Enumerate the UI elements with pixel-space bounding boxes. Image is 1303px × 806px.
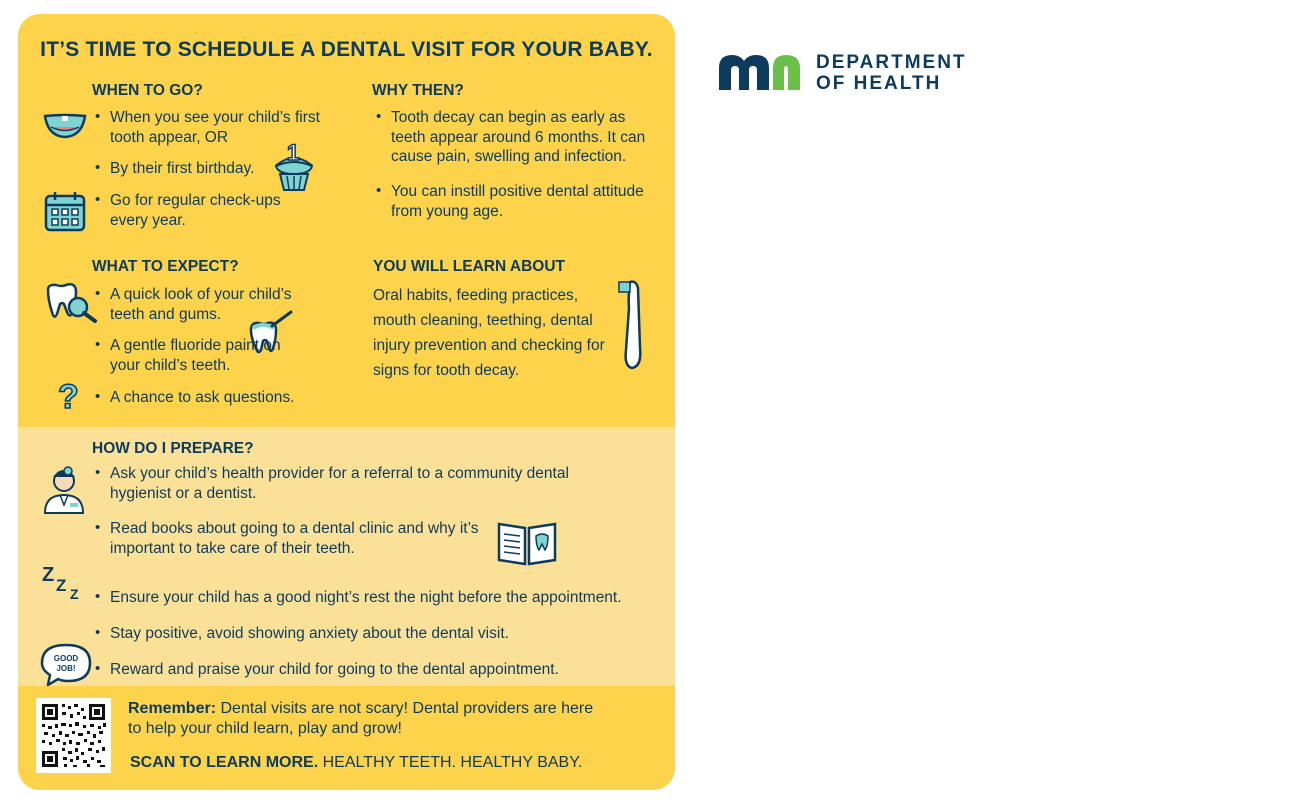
- sleep-zzz-icon: [42, 561, 86, 601]
- when-item: • By their first birthday.: [95, 159, 255, 177]
- calendar-icon: [44, 190, 86, 232]
- scan-line: [130, 753, 650, 773]
- qr-code-icon[interactable]: [36, 698, 111, 773]
- when-item: • Go for regular check-ups every year.: [95, 191, 281, 229]
- dentist-icon: [42, 461, 86, 515]
- prepare-item: • Ask your child’s health provider for a referral to a community dental hygienist or a dentist.: [95, 464, 569, 502]
- card-title: IT’S TIME TO SCHEDULE A DENTAL VISIT FOR YOUR BABY.: [40, 38, 653, 61]
- baby-mouth-icon: [42, 112, 88, 140]
- prepare-section: [18, 427, 675, 686]
- prepare-item: • Reward and praise your child for going to the dental appointment.: [95, 660, 559, 678]
- logo-line-2: OF HEALTH: [816, 73, 942, 94]
- prepare-item: • Stay positive, avoid showing anxiety about the dental visit.: [95, 624, 509, 642]
- tooth-magnifier-icon: [44, 282, 100, 324]
- prepare-heading: HOW DO I PREPARE?: [92, 440, 254, 457]
- dental-visit-card: [18, 14, 675, 790]
- when-heading: WHEN TO GO?: [92, 82, 203, 99]
- toothbrush-icon: [616, 278, 650, 372]
- expect-heading: WHAT TO EXPECT?: [92, 258, 239, 275]
- question-mark-icon: [56, 378, 82, 416]
- learn-heading: YOU WILL LEARN ABOUT: [373, 258, 566, 275]
- expect-item: • A chance to ask questions.: [95, 388, 295, 406]
- learn-text: Oral habits, feeding practices, mouth cleaning, teething, dental injury prevention and checking for signs for tooth decay.: [373, 287, 605, 379]
- mn-logo-icon: [716, 52, 806, 92]
- svg-text:JOB!: JOB!: [56, 664, 76, 673]
- why-item: • You can instill positive dental attitude from young age.: [376, 182, 644, 220]
- why-item: • Tooth decay can begin as early as teeth appear around 6 months. It can cause pain, swelling and infection.: [376, 108, 646, 165]
- remember-text: Remember: Dental visits are not scary! Dental providers are here to help your child learn, play and grow!: [128, 700, 594, 737]
- expect-item: • A gentle fluoride paint on your child’s teeth.: [95, 336, 281, 374]
- expect-item: • A quick look of your child’s teeth and gums.: [95, 285, 292, 323]
- why-heading: WHY THEN?: [372, 82, 464, 99]
- svg-text:Z: Z: [70, 586, 79, 601]
- remember-label: Remember:: [128, 700, 217, 717]
- logo-line-1: DEPARTMENT: [816, 52, 967, 73]
- candle-number: 1: [287, 140, 300, 165]
- prepare-item: • Read books about going to a dental clinic and why it’s important to take care of their teeth.: [95, 519, 479, 557]
- svg-text:?: ?: [58, 378, 79, 416]
- when-item: • When you see your child’s first tooth appear, OR: [95, 108, 320, 146]
- svg-text:GOOD: GOOD: [53, 654, 79, 663]
- svg-text:Z: Z: [42, 564, 55, 586]
- svg-text:Z: Z: [56, 576, 67, 595]
- birthday-cupcake-icon: [272, 132, 316, 192]
- prepare-item: • Ensure your child has a good night’s rest the night before the appointment.: [95, 588, 622, 606]
- book-icon: [496, 518, 558, 568]
- slogan: HEALTHY TEETH. HEALTHY BABY.: [322, 754, 583, 771]
- scan-label: SCAN TO LEARN MORE.: [130, 754, 319, 771]
- good-job-bubble-icon: [40, 643, 92, 687]
- footer-section: [18, 686, 675, 790]
